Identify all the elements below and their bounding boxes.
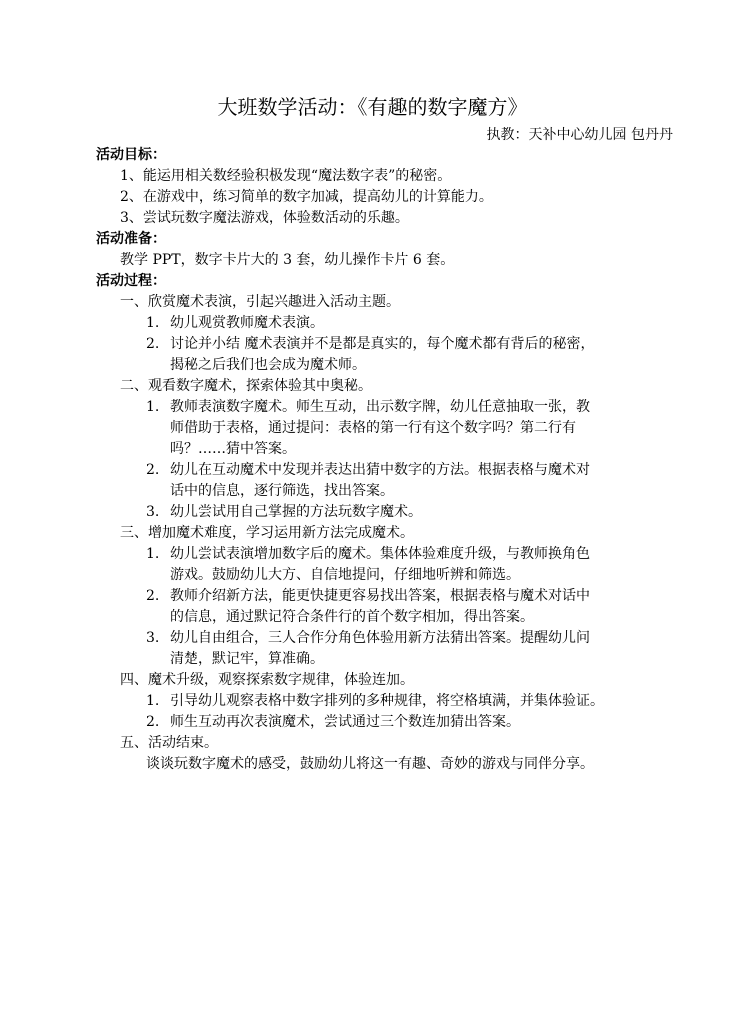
section-1-title: 一、欣赏魔术表演，引起兴趣进入活动主题。	[120, 294, 400, 310]
section-2-item-1-line-3: 吗？……猜中答案。	[170, 441, 296, 457]
section-4-item-1-line-1: 引导幼儿观察表格中数字排列的多种规律，将空格填满，并集体验证。	[170, 693, 604, 709]
section-3-item-3-line-1: 幼儿自由组合，三人合作分角色体验用新方法猜出答案。提醒幼儿问	[170, 630, 590, 646]
section-5-title: 五、活动结束。	[120, 735, 218, 751]
section-3-item-3-num: 3.	[146, 630, 160, 646]
goal-item-1: 1、能运用相关数经验积极发现“魔法数字表”的秘密。	[120, 168, 452, 184]
section-1-item-2-line-2: 揭秘之后我们也会成为魔术师。	[170, 357, 366, 373]
goal-item-3: 3、尝试玩数字魔法游戏，体验数活动的乐趣。	[120, 210, 409, 226]
section-3-item-1-line-2: 游戏。鼓励幼儿大方、自信地提问，仔细地听辨和筛选。	[170, 567, 520, 583]
section-2-item-3-num: 3.	[146, 504, 160, 520]
section-4-title: 四、魔术升级，观察探索数字规律，体验连加。	[120, 672, 414, 688]
section-2-item-1-num: 1.	[146, 399, 160, 415]
preparation-heading: 活动准备：	[96, 231, 166, 247]
section-1-item-2-line-1: 讨论并小结 魔术表演并不是都是真实的，每个魔术都有背后的秘密，	[170, 336, 595, 352]
section-3-item-3-line-2: 清楚，默记牢，算准确。	[170, 651, 324, 667]
section-2-item-2-line-1: 幼儿在互动魔术中发现并表达出猜中数字的方法。根据表格与魔术对	[170, 462, 590, 478]
section-2-item-2-num: 2.	[146, 462, 160, 478]
goals-heading: 活动目标：	[96, 147, 166, 163]
author-line: 执教：天补中心幼儿园 包丹丹	[486, 127, 673, 143]
preparation-text: 教学 PPT，数字卡片大的 3 套，幼儿操作卡片 6 套。	[120, 252, 455, 268]
section-2-item-1-line-2: 师借助于表格，通过提问：表格的第一行有这个数字吗？第二行有	[170, 420, 576, 436]
section-3-item-2-line-2: 的信息，通过默记符合条件行的首个数字相加，得出答案。	[170, 609, 534, 625]
section-4-item-1-num: 1.	[146, 693, 160, 709]
section-2-title: 二、观看数字魔术，探索体验其中奥秘。	[120, 378, 372, 394]
section-4-item-2-line-1: 师生互动再次表演魔术，尝试通过三个数连加猜出答案。	[170, 714, 520, 730]
section-4-item-2-num: 2.	[146, 714, 160, 730]
section-2-item-1-line-1: 教师表演数字魔术。师生互动，出示数字牌，幼儿任意抽取一张，教	[170, 399, 590, 415]
section-3-item-1-line-1: 幼儿尝试表演增加数字后的魔术。集体体验难度升级，与教师换角色	[170, 546, 590, 562]
section-2-item-2-line-2: 话中的信息，逐行筛选，找出答案。	[170, 483, 394, 499]
section-3-title: 三、增加魔术难度，学习运用新方法完成魔术。	[120, 525, 414, 541]
section-3-item-2-line-1: 教师介绍新方法，能更快捷更容易找出答案，根据表格与魔术对话中	[170, 588, 590, 604]
section-3-item-2-num: 2.	[146, 588, 160, 604]
section-1-item-1-num: 1.	[146, 315, 160, 331]
section-2-item-3-line-1: 幼儿尝试用自己掌握的方法玩数字魔术。	[170, 504, 422, 520]
section-3-item-1-num: 1.	[146, 546, 160, 562]
process-heading: 活动过程：	[96, 273, 166, 289]
section-5-text: 谈谈玩数字魔术的感受，鼓励幼儿将这一有趣、奇妙的游戏与同伴分享。	[146, 756, 594, 772]
goal-item-2: 2、在游戏中，练习简单的数字加减，提高幼儿的计算能力。	[120, 189, 493, 205]
document-title: 大班数学活动：《有趣的数字魔方》	[217, 95, 528, 119]
section-1-item-2-num: 2.	[146, 336, 160, 352]
section-1-item-1-line-1: 幼儿观赏教师魔术表演。	[170, 315, 324, 331]
